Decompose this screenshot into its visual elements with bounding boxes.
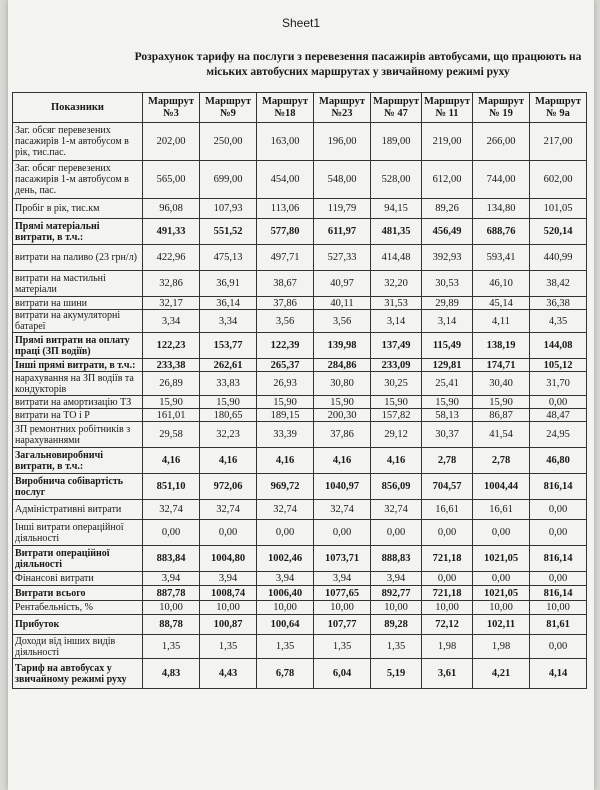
cell-value: 1,98 xyxy=(473,635,530,659)
cell-value: 32,74 xyxy=(200,500,257,520)
cell-value: 0,00 xyxy=(530,572,587,586)
cell-value: 0,00 xyxy=(314,520,371,546)
sheet-name: Sheet1 xyxy=(281,16,321,30)
row-label: нарахування на ЗП водіїв та кондукторів xyxy=(13,372,143,396)
cell-value: 0,00 xyxy=(530,500,587,520)
cell-value: 10,00 xyxy=(200,601,257,615)
cell-value: 548,00 xyxy=(314,161,371,199)
cell-value: 101,05 xyxy=(530,199,587,219)
row-label: Витрати всього xyxy=(13,586,143,601)
cell-value: 2,78 xyxy=(422,448,473,474)
cell-value: 0,00 xyxy=(473,572,530,586)
cell-value: 15,90 xyxy=(200,396,257,409)
table-row xyxy=(13,409,587,422)
table-body xyxy=(13,123,587,689)
cell-value: 1,98 xyxy=(422,635,473,659)
row-label: Заг. обсяг перевезених пасажирів 1-м автобусом в день, пас. xyxy=(13,161,143,199)
cell-value: 262,61 xyxy=(200,359,257,372)
cell-value: 816,14 xyxy=(530,546,587,572)
cell-value: 454,00 xyxy=(257,161,314,199)
cell-value: 414,48 xyxy=(371,245,422,271)
cell-value: 887,78 xyxy=(143,586,200,601)
row-label: Прямі матеріальні витрати, в т.ч.: xyxy=(13,219,143,245)
cell-value: 58,13 xyxy=(422,409,473,422)
cell-value: 30,53 xyxy=(422,271,473,297)
cell-value: 265,37 xyxy=(257,359,314,372)
cell-value: 189,00 xyxy=(371,123,422,161)
cell-value: 16,61 xyxy=(422,500,473,520)
cell-value: 26,93 xyxy=(257,372,314,396)
cell-value: 33,83 xyxy=(200,372,257,396)
row-label: Прибуток xyxy=(13,615,143,635)
cell-value: 16,61 xyxy=(473,500,530,520)
cell-value: 422,96 xyxy=(143,245,200,271)
cell-value: 31,70 xyxy=(530,372,587,396)
document-title: Розрахунок тарифу на послуги з перевезення пасажирів автобусами, що працюють на міських автобусних маршрутах у звичайному режимі руху xyxy=(134,51,582,78)
cell-value: 40,11 xyxy=(314,297,371,310)
cell-value: 481,35 xyxy=(371,219,422,245)
cell-value: 107,77 xyxy=(314,615,371,635)
row-label: Тариф на автобусах у звичайному режимі руху xyxy=(13,659,143,689)
table-row xyxy=(13,372,587,396)
header-route: Маршрут № 9а xyxy=(530,93,587,123)
cell-value: 1021,05 xyxy=(473,546,530,572)
cell-value: 37,86 xyxy=(314,422,371,448)
cell-value: 577,80 xyxy=(257,219,314,245)
cell-value: 1,35 xyxy=(143,635,200,659)
header-route: Маршрут №23 xyxy=(314,93,371,123)
cell-value: 122,39 xyxy=(257,333,314,359)
row-label: Заг. обсяг перевезених пасажирів 1-м автобусом в рік, тис.пас. xyxy=(13,123,143,161)
cell-value: 520,14 xyxy=(530,219,587,245)
table-row xyxy=(13,245,587,271)
cell-value: 89,28 xyxy=(371,615,422,635)
cell-value: 888,83 xyxy=(371,546,422,572)
cell-value: 196,00 xyxy=(314,123,371,161)
cell-value: 0,00 xyxy=(422,520,473,546)
cell-value: 4,16 xyxy=(257,448,314,474)
cell-value: 129,81 xyxy=(422,359,473,372)
cell-value: 25,41 xyxy=(422,372,473,396)
cell-value: 32,17 xyxy=(143,297,200,310)
cell-value: 2,78 xyxy=(473,448,530,474)
cell-value: 86,87 xyxy=(473,409,530,422)
row-label: ЗП ремонтних робітників з нарахуваннями xyxy=(13,422,143,448)
cell-value: 744,00 xyxy=(473,161,530,199)
cell-value: 24,95 xyxy=(530,422,587,448)
cell-value: 15,90 xyxy=(473,396,530,409)
cell-value: 219,00 xyxy=(422,123,473,161)
cell-value: 266,00 xyxy=(473,123,530,161)
cell-value: 36,38 xyxy=(530,297,587,310)
cell-value: 113,06 xyxy=(257,199,314,219)
cell-value: 15,90 xyxy=(371,396,422,409)
cell-value: 0,00 xyxy=(530,635,587,659)
cell-value: 15,90 xyxy=(314,396,371,409)
cell-value: 32,74 xyxy=(143,500,200,520)
cell-value: 38,42 xyxy=(530,271,587,297)
cell-value: 856,09 xyxy=(371,474,422,500)
cell-value: 119,79 xyxy=(314,199,371,219)
cell-value: 33,39 xyxy=(257,422,314,448)
cell-value: 10,00 xyxy=(530,601,587,615)
header-route: Маршрут №9 xyxy=(200,93,257,123)
cell-value: 30,37 xyxy=(422,422,473,448)
cell-value: 4,16 xyxy=(200,448,257,474)
cell-value: 4,43 xyxy=(200,659,257,689)
cell-value: 94,15 xyxy=(371,199,422,219)
cell-value: 30,40 xyxy=(473,372,530,396)
row-label: Адміністративні витрати xyxy=(13,500,143,520)
cell-value: 139,98 xyxy=(314,333,371,359)
table-row xyxy=(13,271,587,297)
cell-value: 392,93 xyxy=(422,245,473,271)
row-label: Загальновиробничі витрати, в т.ч.: xyxy=(13,448,143,474)
table-row xyxy=(13,586,587,601)
cell-value: 528,00 xyxy=(371,161,422,199)
row-label: Пробіг в рік, тис.км xyxy=(13,199,143,219)
row-label: Рентабельність, % xyxy=(13,601,143,615)
row-label: Прямі витрати на оплату праці (ЗП водіїв) xyxy=(13,333,143,359)
cell-value: 565,00 xyxy=(143,161,200,199)
header-indicator: Показники xyxy=(13,93,143,123)
cell-value: 816,14 xyxy=(530,474,587,500)
cell-value: 1,35 xyxy=(200,635,257,659)
cell-value: 100,64 xyxy=(257,615,314,635)
table-row xyxy=(13,520,587,546)
cell-value: 1004,80 xyxy=(200,546,257,572)
cell-value: 30,25 xyxy=(371,372,422,396)
cell-value: 37,86 xyxy=(257,297,314,310)
cell-value: 4,16 xyxy=(314,448,371,474)
cell-value: 163,00 xyxy=(257,123,314,161)
cell-value: 31,53 xyxy=(371,297,422,310)
cell-value: 0,00 xyxy=(257,520,314,546)
table-header-row xyxy=(13,93,587,123)
cell-value: 497,71 xyxy=(257,245,314,271)
cell-value: 180,65 xyxy=(200,409,257,422)
table-row xyxy=(13,199,587,219)
cell-value: 10,00 xyxy=(371,601,422,615)
cell-value: 1,35 xyxy=(371,635,422,659)
cell-value: 250,00 xyxy=(200,123,257,161)
cell-value: 704,57 xyxy=(422,474,473,500)
cell-value: 3,56 xyxy=(314,310,371,333)
cell-value: 29,58 xyxy=(143,422,200,448)
cell-value: 883,84 xyxy=(143,546,200,572)
row-label: витрати на шини xyxy=(13,297,143,310)
table-row xyxy=(13,219,587,245)
cell-value: 10,00 xyxy=(314,601,371,615)
cell-value: 440,99 xyxy=(530,245,587,271)
cell-value: 153,77 xyxy=(200,333,257,359)
cell-value: 4,21 xyxy=(473,659,530,689)
cell-value: 217,00 xyxy=(530,123,587,161)
header-route: Маршрут № 19 xyxy=(473,93,530,123)
cell-value: 48,47 xyxy=(530,409,587,422)
table-row xyxy=(13,448,587,474)
cell-value: 5,19 xyxy=(371,659,422,689)
cell-value: 10,00 xyxy=(473,601,530,615)
cell-value: 137,49 xyxy=(371,333,422,359)
cell-value: 3,14 xyxy=(371,310,422,333)
cell-value: 1,35 xyxy=(314,635,371,659)
cell-value: 1040,97 xyxy=(314,474,371,500)
cell-value: 105,12 xyxy=(530,359,587,372)
table-row xyxy=(13,659,587,689)
table-row xyxy=(13,123,587,161)
cell-value: 40,97 xyxy=(314,271,371,297)
cell-value: 144,08 xyxy=(530,333,587,359)
table-row xyxy=(13,572,587,586)
cell-value: 26,89 xyxy=(143,372,200,396)
cell-value: 15,90 xyxy=(422,396,473,409)
cell-value: 96,08 xyxy=(143,199,200,219)
table-row xyxy=(13,546,587,572)
cell-value: 3,94 xyxy=(200,572,257,586)
cell-value: 32,74 xyxy=(314,500,371,520)
cell-value: 0,00 xyxy=(530,396,587,409)
header-route: Маршрут № 11 xyxy=(422,93,473,123)
cell-value: 36,91 xyxy=(200,271,257,297)
row-label: витрати на ТО і Р xyxy=(13,409,143,422)
cell-value: 1004,44 xyxy=(473,474,530,500)
table-row xyxy=(13,601,587,615)
cell-value: 107,93 xyxy=(200,199,257,219)
cell-value: 284,86 xyxy=(314,359,371,372)
cell-value: 10,00 xyxy=(257,601,314,615)
cell-value: 4,16 xyxy=(143,448,200,474)
table-row xyxy=(13,359,587,372)
cell-value: 3,34 xyxy=(143,310,200,333)
cell-value: 456,49 xyxy=(422,219,473,245)
cell-value: 892,77 xyxy=(371,586,422,601)
cell-value: 475,13 xyxy=(200,245,257,271)
cell-value: 4,11 xyxy=(473,310,530,333)
cell-value: 851,10 xyxy=(143,474,200,500)
table-row xyxy=(13,615,587,635)
cell-value: 32,23 xyxy=(200,422,257,448)
cell-value: 6,04 xyxy=(314,659,371,689)
cell-value: 1,35 xyxy=(257,635,314,659)
table-row xyxy=(13,635,587,659)
cell-value: 233,09 xyxy=(371,359,422,372)
cell-value: 3,56 xyxy=(257,310,314,333)
cell-value: 36,14 xyxy=(200,297,257,310)
cell-value: 32,86 xyxy=(143,271,200,297)
cell-value: 115,49 xyxy=(422,333,473,359)
cell-value: 202,00 xyxy=(143,123,200,161)
cell-value: 491,33 xyxy=(143,219,200,245)
cell-value: 81,61 xyxy=(530,615,587,635)
cell-value: 688,76 xyxy=(473,219,530,245)
table-row xyxy=(13,422,587,448)
cell-value: 30,80 xyxy=(314,372,371,396)
cell-value: 0,00 xyxy=(143,520,200,546)
cell-value: 3,94 xyxy=(371,572,422,586)
cell-value: 88,78 xyxy=(143,615,200,635)
cell-value: 89,26 xyxy=(422,199,473,219)
row-label: витрати на мастильні матеріали xyxy=(13,271,143,297)
header-route: Маршрут № 47 xyxy=(371,93,422,123)
cell-value: 1006,40 xyxy=(257,586,314,601)
cell-value: 41,54 xyxy=(473,422,530,448)
cell-value: 38,67 xyxy=(257,271,314,297)
cell-value: 1002,46 xyxy=(257,546,314,572)
table-row xyxy=(13,161,587,199)
cell-value: 0,00 xyxy=(371,520,422,546)
cell-value: 189,15 xyxy=(257,409,314,422)
tariff-table xyxy=(12,92,587,689)
cell-value: 32,74 xyxy=(371,500,422,520)
cell-value: 4,35 xyxy=(530,310,587,333)
cell-value: 3,94 xyxy=(257,572,314,586)
cell-value: 0,00 xyxy=(473,520,530,546)
cell-value: 612,00 xyxy=(422,161,473,199)
cell-value: 0,00 xyxy=(422,572,473,586)
table-row xyxy=(13,500,587,520)
cell-value: 4,83 xyxy=(143,659,200,689)
cell-value: 15,90 xyxy=(143,396,200,409)
cell-value: 551,52 xyxy=(200,219,257,245)
cell-value: 816,14 xyxy=(530,586,587,601)
row-label: Витрати операційної діяльності xyxy=(13,546,143,572)
cell-value: 0,00 xyxy=(530,520,587,546)
table-row xyxy=(13,297,587,310)
row-label: Доходи від інших видів діяльності xyxy=(13,635,143,659)
cell-value: 200,30 xyxy=(314,409,371,422)
cell-value: 1077,65 xyxy=(314,586,371,601)
cell-value: 721,18 xyxy=(422,586,473,601)
cell-value: 972,06 xyxy=(200,474,257,500)
cell-value: 46,10 xyxy=(473,271,530,297)
cell-value: 3,14 xyxy=(422,310,473,333)
cell-value: 138,19 xyxy=(473,333,530,359)
cell-value: 969,72 xyxy=(257,474,314,500)
table-row xyxy=(13,474,587,500)
cell-value: 233,38 xyxy=(143,359,200,372)
cell-value: 46,80 xyxy=(530,448,587,474)
cell-value: 1008,74 xyxy=(200,586,257,601)
cell-value: 699,00 xyxy=(200,161,257,199)
cell-value: 122,23 xyxy=(143,333,200,359)
cell-value: 602,00 xyxy=(530,161,587,199)
row-label: Виробнича собівартість послуг xyxy=(13,474,143,500)
cell-value: 32,74 xyxy=(257,500,314,520)
cell-value: 0,00 xyxy=(200,520,257,546)
table-row xyxy=(13,333,587,359)
cell-value: 134,80 xyxy=(473,199,530,219)
cell-value: 1021,05 xyxy=(473,586,530,601)
document-page xyxy=(8,0,594,790)
table-row xyxy=(13,396,587,409)
header-route: Маршрут №18 xyxy=(257,93,314,123)
row-label: Інші витрати операційної діяльності xyxy=(13,520,143,546)
cell-value: 15,90 xyxy=(257,396,314,409)
cell-value: 102,11 xyxy=(473,615,530,635)
cell-value: 611,97 xyxy=(314,219,371,245)
cell-value: 3,94 xyxy=(314,572,371,586)
cell-value: 29,89 xyxy=(422,297,473,310)
cell-value: 157,82 xyxy=(371,409,422,422)
cell-value: 1073,71 xyxy=(314,546,371,572)
row-label: Інші прямі витрати, в т.ч.: xyxy=(13,359,143,372)
cell-value: 4,16 xyxy=(371,448,422,474)
row-label: витрати на акумуляторні батареї xyxy=(13,310,143,333)
cell-value: 721,18 xyxy=(422,546,473,572)
cell-value: 6,78 xyxy=(257,659,314,689)
cell-value: 593,41 xyxy=(473,245,530,271)
cell-value: 10,00 xyxy=(143,601,200,615)
cell-value: 100,87 xyxy=(200,615,257,635)
cell-value: 3,61 xyxy=(422,659,473,689)
cell-value: 3,94 xyxy=(143,572,200,586)
cell-value: 161,01 xyxy=(143,409,200,422)
cell-value: 29,12 xyxy=(371,422,422,448)
cell-value: 3,34 xyxy=(200,310,257,333)
cell-value: 45,14 xyxy=(473,297,530,310)
cell-value: 32,20 xyxy=(371,271,422,297)
cell-value: 10,00 xyxy=(422,601,473,615)
row-label: витрати на паливо (23 грн/л) xyxy=(13,245,143,271)
row-label: витрати на амортизацію ТЗ xyxy=(13,396,143,409)
cell-value: 4,14 xyxy=(530,659,587,689)
header-route: Маршрут №3 xyxy=(143,93,200,123)
cell-value: 174,71 xyxy=(473,359,530,372)
cell-value: 527,33 xyxy=(314,245,371,271)
row-label: Фінансові витрати xyxy=(13,572,143,586)
cell-value: 72,12 xyxy=(422,615,473,635)
table-row xyxy=(13,310,587,333)
